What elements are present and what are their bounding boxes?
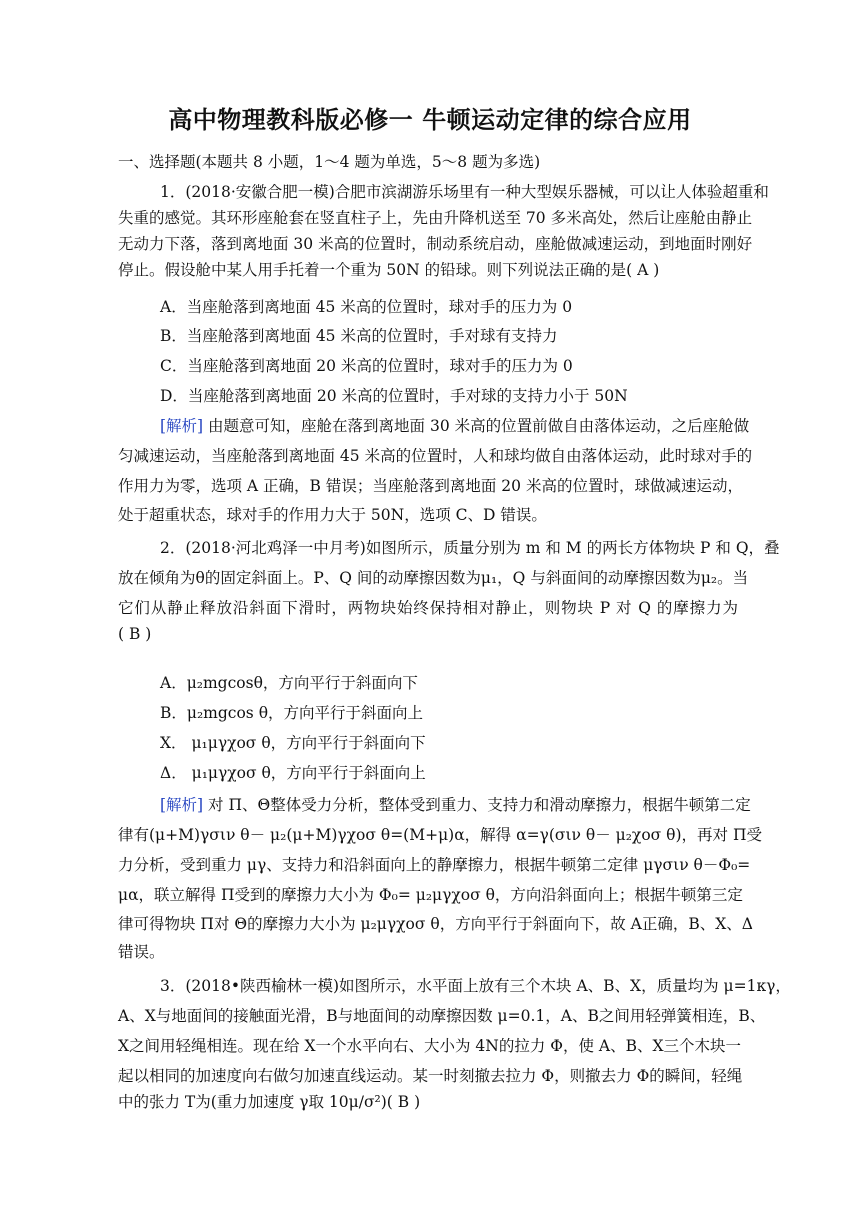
page-title: 高中物理教科版必修一 牛顿运动定律的综合应用 [168,106,692,134]
question-2-stem-line: 放在倾角为θ的固定斜面上。P、Q 间的动摩擦因数为μ₁，Q 与斜面间的动摩擦因数为μ₂。当 [118,569,749,587]
question-2-stem-line: ( B ) [118,625,152,643]
question-1-option-a: A．当座舱落到离地面 45 米高的位置时，球对手的压力为 0 [160,298,573,316]
question-1-analysis-line [160,416,750,436]
question-1-stem-line: 1．(2018·安徽合肥一模)合肥市滨湖游乐场里有一种大型娱乐器械，可以让人体验超重和 [160,183,769,201]
question-2-analysis-line: 错误。 [118,943,165,961]
question-1-analysis-line: 匀减速运动，当座舱落到离地面 45 米高的位置时，人和球均做自由落体运动，此时球对手的 [118,447,753,465]
analysis-tag: [解析] [160,796,204,814]
question-2-stem-line: 2．(2018·河北鸡泽一中月考)如图所示，质量分别为 m 和 M 的两长方体物块 P 和 Q，叠 [160,539,780,557]
question-3-stem-line: 3．(2018•陕西榆林一模)如图所示，水平面上放有三个木块 Α、Β、Χ，质量均为 μ=1κγ， [160,977,791,995]
question-2-analysis-line: 力分析，受到重力 μγ、支持力和沿斜面向上的静摩擦力，根据牛顿第二定律 μγσιν θ－Φ₀= [118,856,751,874]
question-2-analysis-line: 律有(μ+Μ)γσιν θ－ μ₂(μ+Μ)γχοσ θ=(Μ+μ)α，解得 α=γ(σιν θ－ μ₂χοσ θ)，再对 Π受 [118,826,762,844]
question-3-stem-line: 起以相同的加速度向右做匀加速直线运动。某一时刻撤去拉力 Φ，则撤去力 Φ的瞬间，轻绳 [118,1067,743,1085]
question-1-option-b: B．当座舱落到离地面 45 米高的位置时，手对球有支持力 [160,327,558,345]
question-1-analysis-line: 作用力为零，选项 A 正确，B 错误；当座舱落到离地面 20 米高的位置时，球做减速运动， [118,477,743,495]
question-3-stem-line: Χ之间用轻绳相连。现在给 Χ一个水平向右、大小为 4Ν的拉力 Φ，使 Α、Β、Χ三个木块一 [118,1037,742,1055]
question-2-option-c: Χ． μ₁μγχοσ θ，方向平行于斜面向下 [160,734,426,752]
question-2-option-b: B．μ₂mgcos θ，方向平行于斜面向上 [160,704,424,722]
question-2-stem-line: 它们从静止释放沿斜面下滑时，两物块始终保持相对静止，则物块 P 对 Q 的摩擦力为 [118,599,738,617]
question-2-option-d: Δ． μ₁μγχοσ θ，方向平行于斜面向上 [160,764,426,782]
question-1-stem-line: 无动力下落，落到离地面 30 米高的位置时，制动系统启动，座舱做减速运动，到地面时刚好 [118,235,753,253]
question-2-option-a: A．μ₂mgcosθ，方向平行于斜面向下 [160,674,418,692]
question-1-stem-line: 失重的感觉。其环形座舱套在竖直柱子上，先由升降机送至 70 多米高处，然后让座舱由静止 [118,209,753,227]
question-2-analysis-line [160,795,751,815]
analysis-text: 对 Π、Θ整体受力分析，整体受到重力、支持力和滑动摩擦力，根据牛顿第二定 [203,796,751,814]
question-1-stem-line: 停止。假设舱中某人用手托着一个重为 50N 的铅球。则下列说法正确的是( A ) [118,261,660,279]
question-1-option-c: C．当座舱落到离地面 20 米高的位置时，球对手的压力为 0 [160,357,573,375]
question-1-analysis-line: 处于超重状态，球对手的作用力大于 50N，选项 C、D 错误。 [118,506,547,524]
section-heading: 一、选择题(本题共 8 小题，1～4 题为单选，5～8 题为多选) [118,153,541,171]
question-3-stem-line: Α、Χ与地面间的接触面光滑，Β与地面间的动摩擦因数 μ=0.1，Α、Β之间用轻弹簧相连，Β、 [118,1007,766,1025]
analysis-text: 由题意可知，座舱在落到离地面 30 米高的位置前做自由落体运动，之后座舱做 [203,417,750,435]
question-3-stem-line: 中的张力 Τ为(重力加速度 γ取 10μ/σ²)( B ) [118,1093,421,1111]
question-1-option-d: D．当座舱落到离地面 20 米高的位置时，手对球的支持力小于 50N [160,387,628,405]
question-2-analysis-line: 律可得物块 Π对 Θ的摩擦力大小为 μ₂μγχοσ θ，方向平行于斜面向下，故 Α正确，Β、Χ、Δ [118,915,753,933]
analysis-tag: [解析] [160,417,204,435]
question-2-analysis-line: μα，联立解得 Π受到的摩擦力大小为 Φ₀= μ₂μγχοσ θ，方向沿斜面向上；根据牛顿第三定 [118,886,743,904]
